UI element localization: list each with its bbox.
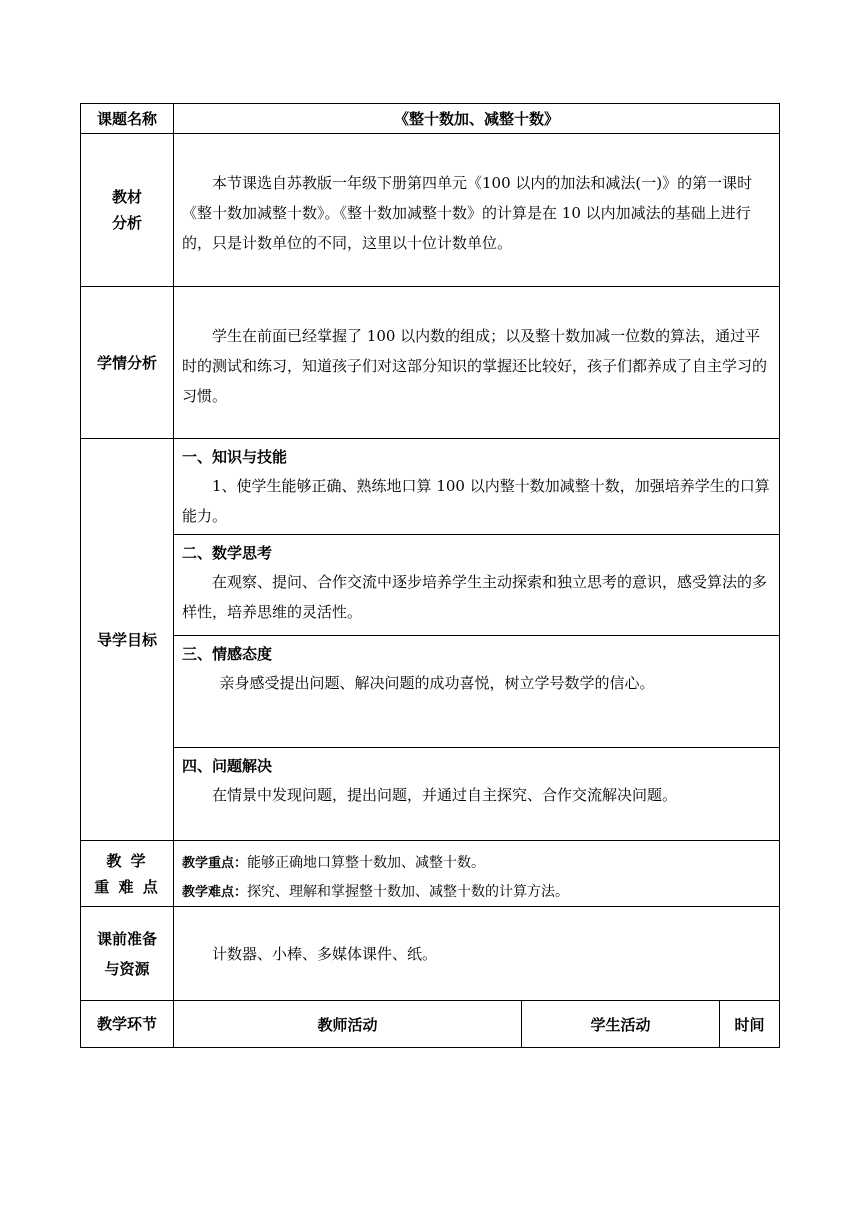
preparation-content [174,907,779,1000]
goal-text: 1、使学生能够正确、熟练地口算 100 以内整十数加减整十数，加强培养学生的口算能力。 [182,477,770,525]
goal-heading: 四、问题解决 [182,757,273,775]
header-columns [174,1001,779,1047]
lesson-plan-table [80,103,780,1048]
goal-section [174,748,779,840]
material-analysis-label-line1: 教材 [111,188,142,206]
teaching-focus [182,849,771,878]
teaching-difficulty-text: 探究、理解和掌握整十数加、减整十数的计算方法。 [247,884,570,900]
material-analysis-row [80,133,780,286]
goal-section [174,636,779,748]
goals-content [174,439,779,840]
teaching-focus-text: 能够正确地口算整十数加、减整十数。 [247,855,486,871]
key-points-content [174,841,779,906]
header-time: 时间 [734,1015,765,1034]
header-student-activity: 学生活动 [522,1001,720,1047]
preparation-row [80,906,780,1000]
material-analysis-label [81,134,174,286]
teaching-difficulty [182,878,771,907]
preparation-label-line1: 课前准备 [96,929,157,948]
goal-heading: 三、情感态度 [182,645,273,663]
material-analysis-content [174,134,779,286]
goal-text: 在观察、提问、合作交流中逐步培养学生主动探索和独立思考的意识，感受算法的多样性，培养思维的灵活性。 [182,573,768,621]
goals-row [80,438,780,840]
student-analysis-content [174,287,779,438]
student-analysis-label: 学情分析 [81,287,174,438]
goal-heading: 一、知识与技能 [182,448,288,466]
preparation-label-line2: 与资源 [104,959,150,978]
goals-label: 导学目标 [81,439,174,840]
preparation-text: 计数器、小棒、多媒体课件、纸。 [212,944,438,963]
goal-heading: 二、数学思考 [182,544,273,562]
student-analysis-row [80,286,780,438]
material-analysis-text: 本节课选自苏教版一年级下册第四单元《100 以内的加法和减法(一)》的第一课时《整十数加减整十数》。《整十数加减整十数》的计算是在 10 以内加减法的基础上进行的，只是计数单位的不同，这里以十位计数单位。 [182,174,753,252]
header-teaching-step: 教学环节 [81,1001,174,1047]
teaching-focus-label: 教学重点： [182,856,248,871]
goal-section [174,439,779,535]
title-label: 课题名称 [81,104,174,133]
key-points-row [80,840,780,906]
activity-header-row [80,1000,780,1048]
goal-text: 在情景中发现问题，提出问题，并通过自主探究、合作交流解决问题。 [212,786,678,804]
teaching-difficulty-label: 教学难点： [182,885,248,900]
goal-section [174,535,779,636]
lesson-title: 《整十数加、减整十数》 [393,109,559,128]
key-points-label-line1: 教 学 [106,851,148,870]
title-row [80,103,780,133]
preparation-label [81,907,174,1000]
student-analysis-text: 学生在前面已经掌握了 100 以内数的组成；以及整十数加减一位数的算法，通过平时的测试和练习，知道孩子们对这部分知识的掌握还比较好，孩子们都养成了自主学习的习惯。 [182,327,768,405]
goal-text: 亲身感受提出问题、解决问题的成功喜悦，树立学号数学的信心。 [219,674,655,692]
header-teacher-activity: 教师活动 [174,1001,522,1047]
key-points-label [81,841,174,906]
material-analysis-label-line2: 分析 [111,214,142,232]
key-points-label-line2: 重 难 点 [94,877,160,896]
